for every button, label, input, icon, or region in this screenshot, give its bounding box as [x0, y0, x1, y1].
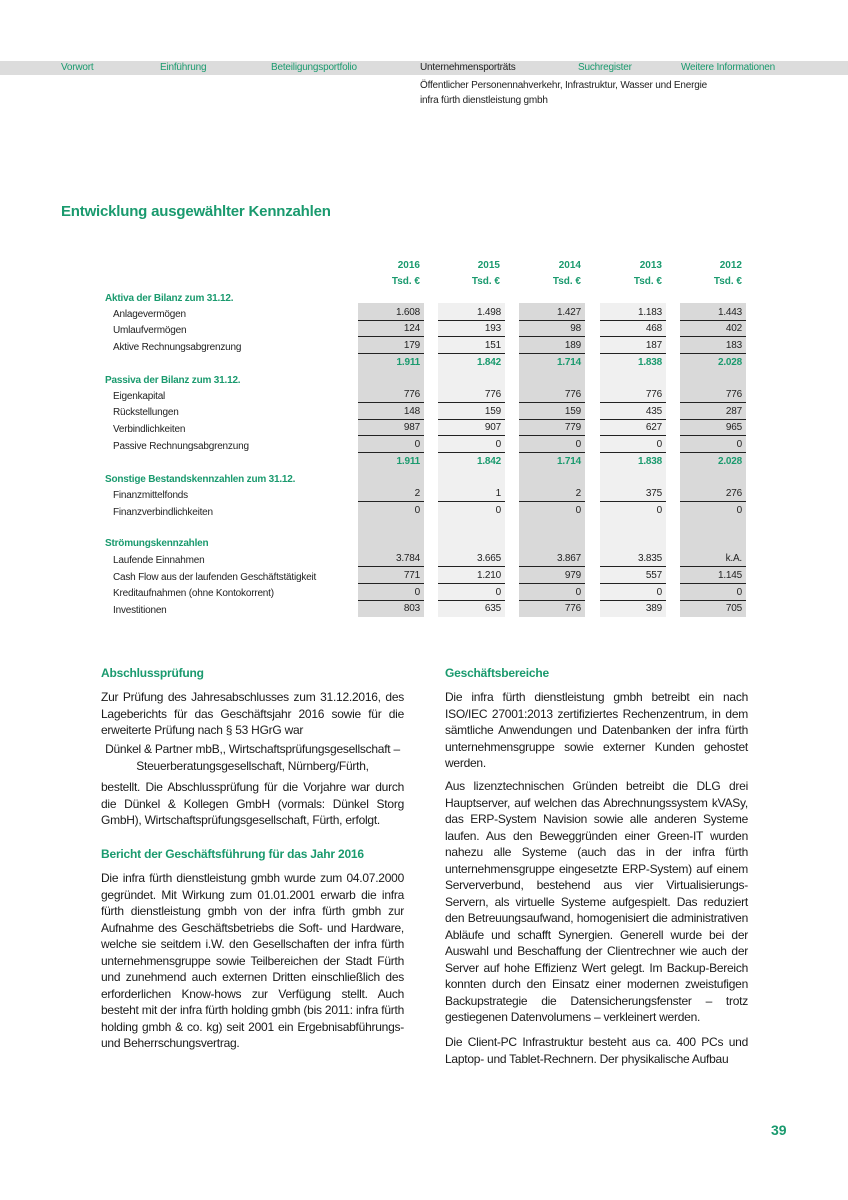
table-cell: 3.867	[519, 551, 585, 567]
table-cell: 0	[438, 437, 505, 453]
table-cell: 468	[600, 321, 666, 337]
table-cell: 193	[438, 321, 505, 337]
table-cell: 776	[680, 387, 746, 403]
paragraph-abschluss-intro: Zur Prüfung des Jahresabschlusses zum 31.12.2016, des Lageberichts für das Geschäftsjahr 2016 sowie für die erweiterte Prüfung nach § 53 HGrG war	[101, 690, 404, 737]
nav-link-beteiligungsportfolio[interactable]: Beteiligungsportfolio	[271, 62, 357, 73]
table-cell: 0	[600, 585, 666, 601]
section-title: Entwicklung ausgewählter Kennzahlen	[61, 203, 331, 220]
table-cell: 159	[519, 404, 585, 420]
table-cell: 907	[438, 420, 505, 436]
table-cell: 771	[358, 568, 424, 584]
table-cell: 1.183	[600, 305, 666, 321]
unit-header: Tsd. €	[391, 276, 420, 287]
year-header-2014: 2014	[558, 260, 581, 271]
total-cell: 1.842	[476, 456, 501, 467]
table-cell: 0	[438, 585, 505, 601]
row-label: Aktive Rechnungsabgrenzung	[113, 342, 242, 353]
row-label: Finanzverbindlichkeiten	[113, 507, 213, 518]
year-header-2013: 2013	[639, 260, 662, 271]
nav-link-unternehmensportraets[interactable]: Unternehmensporträts	[420, 62, 516, 73]
table-cell: 803	[403, 603, 420, 614]
table-cell: 1.498	[438, 305, 505, 321]
table-cell: 965	[680, 420, 746, 436]
table-cell: 776	[600, 387, 666, 403]
heading-geschaeftsbereiche: Geschäftsbereiche	[445, 666, 549, 680]
table-cell: 776	[564, 603, 581, 614]
total-cell: 1.911	[396, 357, 420, 368]
table-cell: 1.427	[519, 305, 585, 321]
table-cell: 779	[519, 420, 585, 436]
total-cell: 1.838	[637, 357, 662, 368]
row-label: Eigenkapital	[113, 391, 166, 402]
table-cell: 0	[680, 437, 746, 453]
total-cell: 2.028	[717, 357, 742, 368]
row-label: Passive Rechnungsabgrenzung	[113, 441, 249, 452]
total-cell: 1.714	[556, 357, 581, 368]
table-cell: 0	[680, 585, 746, 601]
table-cell: 402	[680, 321, 746, 337]
unit-header: Tsd. €	[713, 276, 742, 287]
table-cell: 1	[438, 486, 505, 502]
table-cell: 189	[519, 338, 585, 354]
table-cell: 1.608	[358, 305, 424, 321]
table-cell: 635	[484, 603, 501, 614]
table-cell: 627	[600, 420, 666, 436]
total-cell: 2.028	[717, 456, 742, 467]
row-label: Cash Flow aus der laufenden Geschäftstätigkeit	[113, 572, 317, 583]
table-cell: 776	[438, 387, 505, 403]
paragraph-geschaeft-1: Die infra fürth dienstleistung gmbh betreibt ein nach ISO/IEC 27001:2013 zertifiziertes Rechenzentrum, in dem sämtliche Anwendungen und Datenbanken der infra fürth unternehmensgruppe sowie externer Kunden gehostet werden.	[445, 690, 748, 770]
nav-link-vorwort[interactable]: Vorwort	[61, 62, 94, 73]
group-title-aktiva: Aktiva der Bilanz zum 31.12.	[105, 293, 234, 304]
table-cell: 0	[600, 437, 666, 453]
table-cell: 776	[519, 387, 585, 403]
table-cell: 276	[680, 486, 746, 502]
table-cell: 389	[645, 603, 662, 614]
total-cell: 1.842	[476, 357, 501, 368]
group-title-sonstige: Sonstige Bestandskennzahlen zum 31.12.	[105, 474, 296, 485]
table-cell: 3.665	[438, 551, 505, 567]
row-label: Anlagevermögen	[113, 309, 186, 320]
table-cell: 183	[680, 338, 746, 354]
table-cell: 0	[414, 505, 420, 516]
table-cell: 124	[358, 321, 424, 337]
total-cell: 1.838	[637, 456, 662, 467]
table-cell: 979	[519, 568, 585, 584]
table-cell: 2	[519, 486, 585, 502]
table-cell: 159	[438, 404, 505, 420]
nav-link-einfuehrung[interactable]: Einführung	[160, 62, 207, 73]
paragraph-geschaeft-3: Die Client-PC Infrastruktur besteht aus ca. 400 PCs und Laptop- und Tablet-Rechnern. Der physikalische Aufbau	[445, 1035, 748, 1066]
year-header-2016: 2016	[397, 260, 420, 271]
table-cell: 435	[600, 404, 666, 420]
heading-abschlusspruefung: Abschlussprüfung	[101, 666, 204, 680]
unit-header: Tsd. €	[633, 276, 662, 287]
table-cell: 557	[600, 568, 666, 584]
table-cell: 151	[438, 338, 505, 354]
page-number: 39	[771, 1122, 787, 1138]
table-cell: 187	[600, 338, 666, 354]
table-cell: 0	[358, 585, 424, 601]
table-cell: 0	[358, 437, 424, 453]
table-cell: 1.145	[680, 568, 746, 584]
year-header-2012: 2012	[719, 260, 742, 271]
row-label: Investitionen	[113, 605, 167, 616]
table-cell: 1.443	[680, 305, 746, 321]
row-label: Rückstellungen	[113, 407, 179, 418]
table-cell: 0	[519, 585, 585, 601]
nav-link-weitere-informationen[interactable]: Weitere Informationen	[681, 62, 775, 73]
row-label: Laufende Einnahmen	[113, 555, 205, 566]
group-title-passiva: Passiva der Bilanz zum 31.12.	[105, 375, 241, 386]
total-cell: 1.911	[396, 456, 420, 467]
total-cell: 1.714	[556, 456, 581, 467]
table-cell: 3.784	[358, 551, 424, 567]
table-cell: 179	[358, 338, 424, 354]
paragraph-bericht: Die infra fürth dienstleistung gmbh wurde zum 04.07.2000 gegründet. Mit Wirkung zum 01.01.2001 erwarb die infra fürth dienstleistung gmbh von der infra fürth gmbh zur Aufnahme des Geschäftsbetriebs die Soft- und Hardware, welche sie seitdem i.W. den Gesellschaften der infra fürth unternehmensgruppe sowie Teilbereichen der Stadt Fürth und zunehmend auch externen Dritten einschließlich des erforderlichen Know-hows zur Verfügung stellt. Auch besteht mit der infra fürth holding gmbh (bis 2011: infra fürth holding gmbh & co. kg) seit 2001 ein Ergebnisabführungs- und Beherrschungsvertrag.	[101, 871, 404, 1050]
row-label: Umlaufvermögen	[113, 325, 187, 336]
table-cell: 3.835	[600, 551, 666, 567]
table-cell: k.A.	[680, 551, 746, 567]
group-title-stroemung: Strömungskennzahlen	[105, 538, 209, 549]
table-cell: 287	[680, 404, 746, 420]
table-cell: 148	[358, 404, 424, 420]
table-cell: 375	[600, 486, 666, 502]
row-label: Kreditaufnahmen (ohne Kontokorrent)	[113, 588, 274, 599]
breadcrumb-sector: Öffentlicher Personennahverkehr, Infrastruktur, Wasser und Energie	[420, 80, 707, 91]
auditor-line-1: Dünkel & Partner mbB,, Wirtschaftsprüfungsgesellschaft –	[105, 742, 400, 756]
unit-header: Tsd. €	[552, 276, 581, 287]
table-cell: 2	[358, 486, 424, 502]
auditor-line-2: Steuerberatungsgesellschaft, Nürnberg/Fürth,	[136, 759, 369, 773]
breadcrumb-company: infra fürth dienstleistung gmbh	[420, 95, 548, 106]
table-cell: 705	[725, 603, 742, 614]
table-cell: 0	[575, 505, 581, 516]
unit-header: Tsd. €	[471, 276, 500, 287]
table-cell: 0	[656, 505, 662, 516]
table-cell: 776	[358, 387, 424, 403]
top-navigation-bar	[0, 61, 848, 75]
table-cell: 1.210	[438, 568, 505, 584]
heading-bericht: Bericht der Geschäftsführung für das Jahr 2016	[101, 847, 364, 861]
table-cell: 0	[519, 437, 585, 453]
row-label: Finanzmittelfonds	[113, 490, 188, 501]
table-cell: 98	[519, 321, 585, 337]
table-cell: 987	[358, 420, 424, 436]
table-cell: 0	[495, 505, 501, 516]
paragraph-abschluss-outro: bestellt. Die Abschlussprüfung für die Vorjahre war durch die Dünkel & Kollegen GmbH (vormals: Dünkel Storg GmbH), Wirtschaftsprüfungsgesellschaft, Fürth, erfolgt.	[101, 780, 404, 827]
paragraph-geschaeft-2: Aus lizenztechnischen Gründen betreibt die DLG drei Hauptserver, auf welchen das Abrechnungssystem kVASy, das ERP-System Navision sowie alle anderen Systeme laufen. Aus den Beweggründen einer Green-IT wurden nahezu alle Systeme (auch das in der infra fürth unternehmensgruppe eingesetzte ERP-System) auf einem Serververbund, bestehend aus vier Virtualisierungs-Servern, als virtuelle Systeme aufgespielt. Das reduziert den Betreuungsaufwand, homogenisiert die administrativen Abläufe und schafft Synergien. Generell wurde bei der Auswahl und Beschaffung der Clientrechner wie auch der Server auf hohe Effizienz Wert gelegt. Im Backup-Bereich konnten durch den Einsatz einer modernen zweistufigen Backupstrategie die Datensicherungsfenster – trotz gestiegenen Datenvolumens – verkleinert werden.	[445, 779, 748, 1024]
row-label: Verbindlichkeiten	[113, 424, 186, 435]
year-header-2015: 2015	[477, 260, 500, 271]
nav-link-suchregister[interactable]: Suchregister	[578, 62, 632, 73]
table-cell: 0	[736, 505, 742, 516]
